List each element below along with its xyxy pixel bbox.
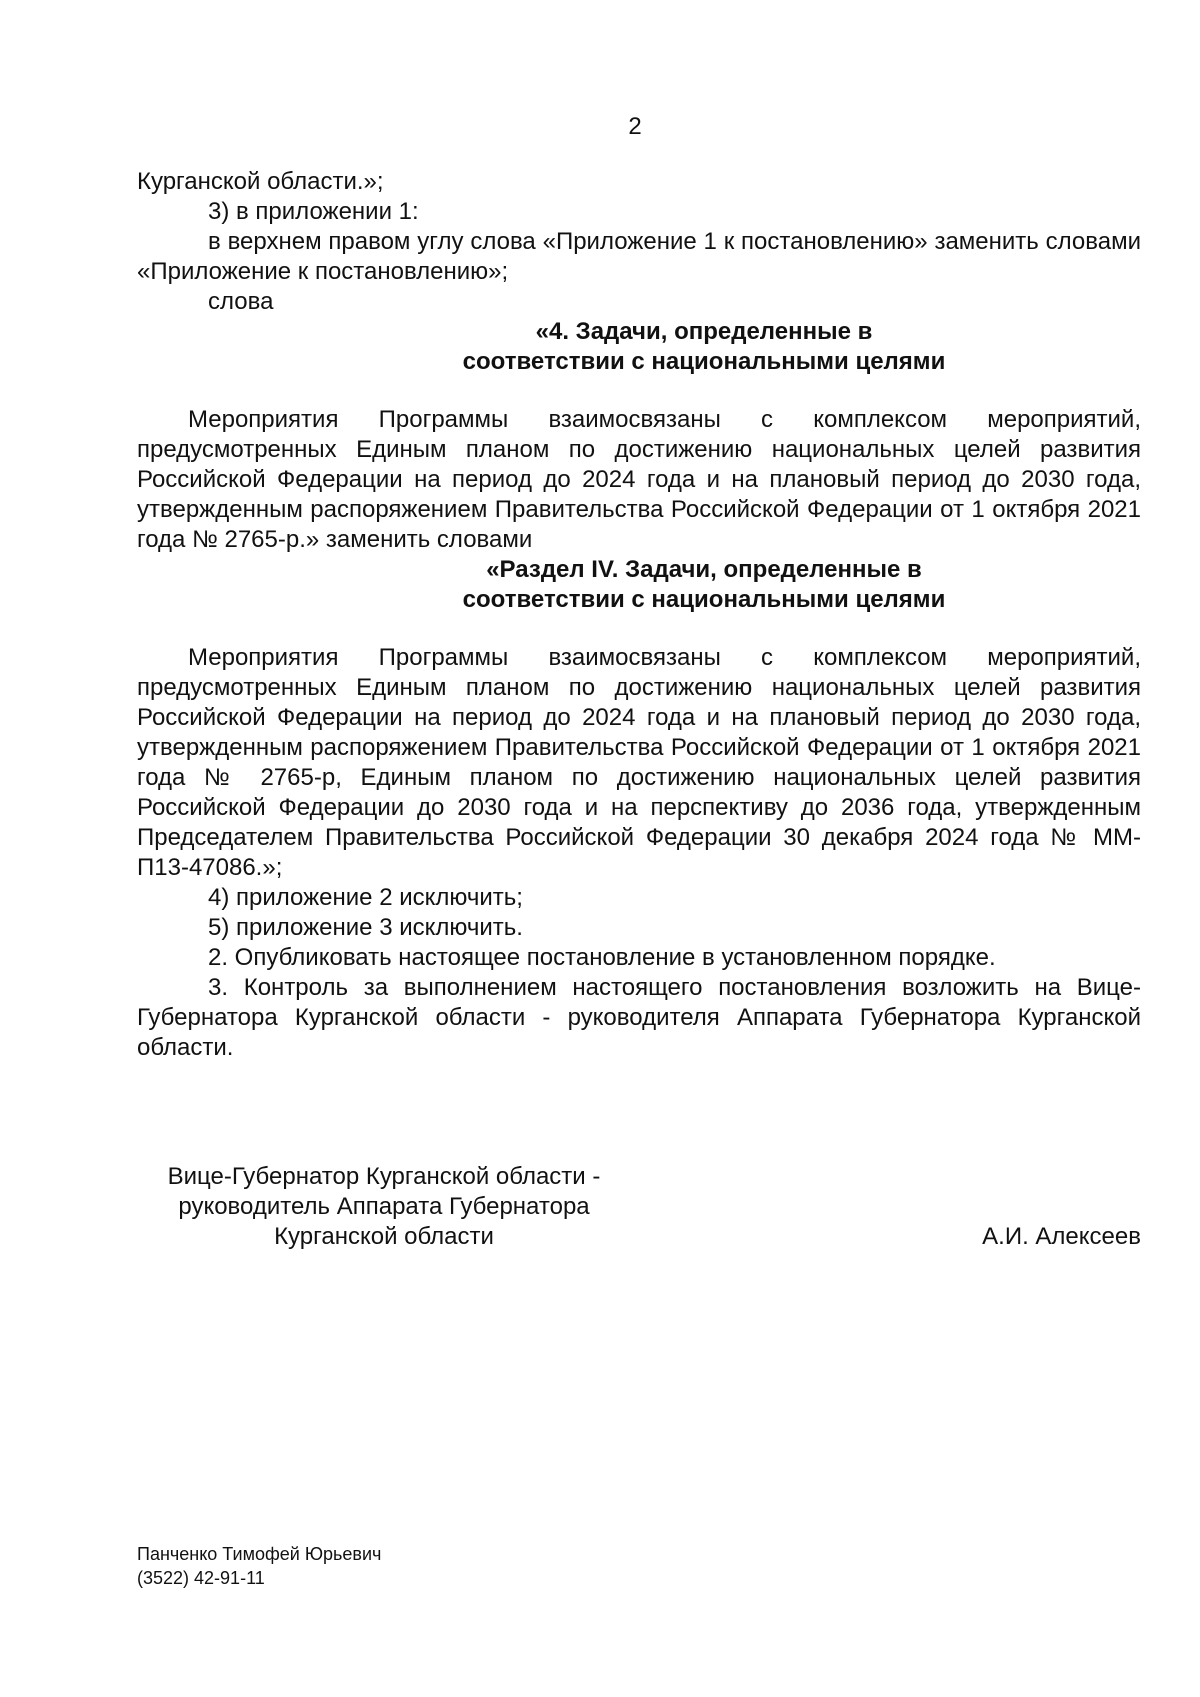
text-line-appendix-item: 3) в приложении 1: — [208, 198, 419, 225]
signatory-title — [137, 1162, 631, 1252]
old-section-heading-line-1: «4. Задачи, определенные в — [535, 318, 873, 345]
executor-name: Панченко Тимофей Юрьевич — [137, 1544, 382, 1564]
new-section-heading-line-2: соответствии с национальными целями — [462, 586, 946, 613]
new-section-paragraph: Мероприятия Программы взаимосвязаны с комплексом мероприятий, предусмотренных Единым планом по достижению национальных целей развития Российской Федерации на период до 2024 года и на плановый период до 2030 года, утвержденным распоряжением Правительства Российской Федерации от 1 октября 2021 года № 2765-р, Единым планом по достижению национальных целей развития Российской Федерации до 2030 года и на перспективу до 2036 года, утвержденным Председателем Правительства Российской Федерации 30 декабря 2024 года № ММ-П13-47086.»; — [137, 644, 1141, 881]
text-line-continuation: Курганской области.»; — [137, 168, 384, 195]
clause-3-control: 3. Контроль за выполнением настоящего постановления возложить на Вице-Губернатора Курганской области - руководителя Аппарата Губернатора Курганской области. — [137, 974, 1141, 1061]
signatory-title-line-2: руководитель Аппарата Губернатора — [178, 1193, 590, 1220]
old-section-paragraph: Мероприятия Программы взаимосвязаны с комплексом мероприятий, предусмотренных Единым планом по достижению национальных целей развития Российской Федерации на период до 2024 года и на плановый период до 2030 года, утвержденным распоряжением Правительства Российской Федерации от 1 октября 2021 года № 2765-р.» заменить словами — [137, 406, 1141, 553]
spacer — [137, 377, 1141, 405]
new-section-heading-line-1: «Раздел IV. Задачи, определенные в — [486, 556, 922, 583]
text-line-words: слова — [208, 288, 274, 315]
signatory-title-line-3: Курганской области — [274, 1223, 494, 1250]
item-4: 4) приложение 2 исключить; — [208, 884, 523, 911]
item-5: 5) приложение 3 исключить. — [208, 914, 523, 941]
executor-phone: (3522) 42-91-11 — [137, 1568, 265, 1588]
spacer — [137, 615, 1141, 643]
old-section-heading-line-2: соответствии с национальными целями — [462, 348, 946, 375]
document-body — [137, 167, 1141, 1063]
signatory-name: А.И. Алексеев — [982, 1223, 1141, 1250]
clause-2-publish: 2. Опубликовать настоящее постановление в установленном порядке. — [208, 944, 996, 971]
executor-contact — [137, 1542, 381, 1590]
page-number: 2 — [628, 113, 642, 140]
signatory-title-line-1: Вице-Губернатор Курганской области - — [167, 1163, 601, 1190]
text-line-replacement: в верхнем правом углу слова «Приложение 1 к постановлению» заменить словами «Приложение к постановлению»; — [137, 228, 1141, 285]
